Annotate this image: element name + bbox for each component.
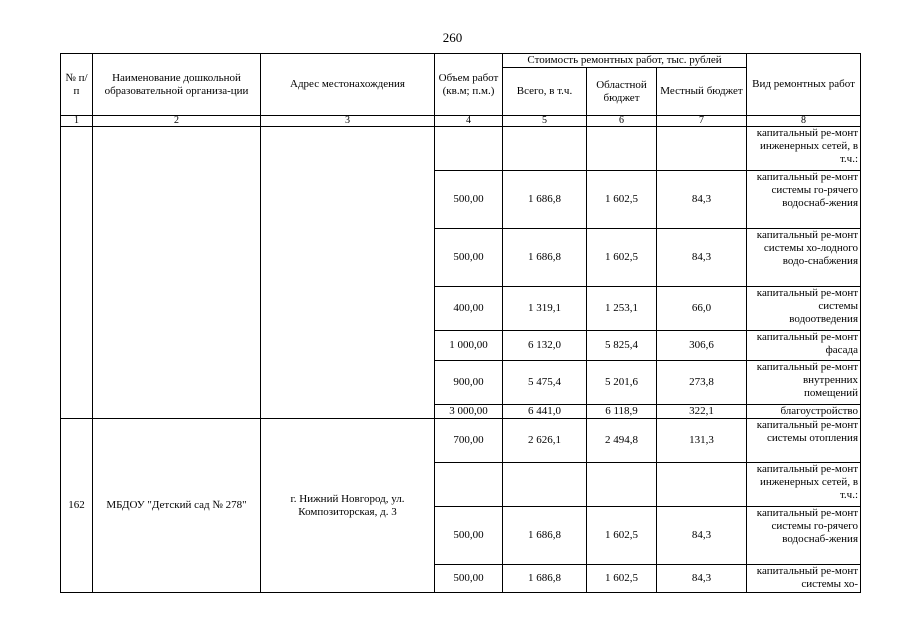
page-number: 260: [442, 30, 463, 45]
continued-address-cell: [261, 127, 435, 419]
total-cell: 1 319,1: [503, 287, 587, 331]
regional-cell: 5 825,4: [587, 331, 657, 361]
total-cell: 1 686,8: [503, 229, 587, 287]
total-cell: 6 441,0: [503, 405, 587, 419]
header-address: Адрес местонахождения: [261, 54, 435, 116]
table-row: [61, 419, 861, 463]
kind-cell: капитальный ре-монт внутренних помещений: [747, 361, 861, 405]
kind-cell: капитальный ре-монт фасада: [747, 331, 861, 361]
regional-cell: 6 118,9: [587, 405, 657, 419]
kind-cell: капитальный ре-монт системы отопления: [747, 419, 861, 463]
regional-cell: 1 602,5: [587, 229, 657, 287]
total-cell: 2 626,1: [503, 419, 587, 463]
kind-cell: капитальный ре-монт системы го-рячего водоснаб-жения: [747, 507, 861, 565]
kind-cell: благоустройство: [747, 405, 861, 419]
local-cell: 131,3: [657, 419, 747, 463]
kind-cell: капитальный ре-монт системы водоотведения: [747, 287, 861, 331]
org-name: МБДОУ "Детский сад № 278": [93, 419, 261, 593]
kind-cell: капитальный ре-монт системы хо-: [747, 565, 861, 593]
regional-cell: [587, 463, 657, 507]
regional-cell: 5 201,6: [587, 361, 657, 405]
local-cell: 66,0: [657, 287, 747, 331]
header-local: Местный бюджет: [657, 68, 747, 116]
repair-table: [60, 53, 861, 593]
header-kind: Вид ремонтных работ: [747, 54, 861, 116]
kind-cell: капитальный ре-монт инженерных сетей, в т.ч.:: [747, 127, 861, 171]
volume-cell: 900,00: [435, 361, 503, 405]
local-cell: 306,6: [657, 331, 747, 361]
total-cell: 5 475,4: [503, 361, 587, 405]
volume-cell: 500,00: [435, 229, 503, 287]
regional-cell: 1 602,5: [587, 507, 657, 565]
kind-cell: капитальный ре-монт инженерных сетей, в т.ч.:: [747, 463, 861, 507]
total-cell: 1 686,8: [503, 507, 587, 565]
local-cell: 84,3: [657, 507, 747, 565]
header-cost-group: Стоимость ремонтных работ, тыс. рублей: [503, 54, 747, 68]
column-number: 7: [657, 116, 747, 127]
column-number: 1: [61, 116, 93, 127]
regional-cell: 1 602,5: [587, 565, 657, 593]
local-cell: 84,3: [657, 171, 747, 229]
header-no: № п/п: [61, 54, 93, 116]
header-total: Всего, в т.ч.: [503, 68, 587, 116]
kind-cell: капитальный ре-монт системы хо-лодного водо-снабжения: [747, 229, 861, 287]
table-row: [61, 127, 861, 171]
column-number: 5: [503, 116, 587, 127]
volume-cell: 400,00: [435, 287, 503, 331]
local-cell: [657, 127, 747, 171]
regional-cell: 2 494,8: [587, 419, 657, 463]
total-cell: 6 132,0: [503, 331, 587, 361]
regional-cell: [587, 127, 657, 171]
column-number: 4: [435, 116, 503, 127]
local-cell: 273,8: [657, 361, 747, 405]
local-cell: 84,3: [657, 229, 747, 287]
volume-cell: [435, 127, 503, 171]
volume-cell: 3 000,00: [435, 405, 503, 419]
volume-cell: 500,00: [435, 507, 503, 565]
kind-cell: капитальный ре-монт системы го-рячего водоснаб-жения: [747, 171, 861, 229]
local-cell: 322,1: [657, 405, 747, 419]
column-number: 6: [587, 116, 657, 127]
column-number: 8: [747, 116, 861, 127]
column-number-row: [61, 116, 861, 127]
volume-cell: 700,00: [435, 419, 503, 463]
volume-cell: 500,00: [435, 171, 503, 229]
continued-name-cell: [93, 127, 261, 419]
regional-cell: 1 602,5: [587, 171, 657, 229]
column-number: 2: [93, 116, 261, 127]
volume-cell: 1 000,00: [435, 331, 503, 361]
org-number: 162: [61, 419, 93, 593]
org-address: г. Нижний Новгород, ул. Композиторская, д. 3: [261, 419, 435, 593]
total-cell: 1 686,8: [503, 171, 587, 229]
regional-cell: 1 253,1: [587, 287, 657, 331]
local-cell: [657, 463, 747, 507]
total-cell: [503, 463, 587, 507]
header-volume: Объем работ (кв.м; п.м.): [435, 54, 503, 116]
column-number: 3: [261, 116, 435, 127]
header-regional: Областной бюджет: [587, 68, 657, 116]
volume-cell: [435, 463, 503, 507]
continued-no-cell: [61, 127, 93, 419]
header-name: Наименование дошкольной образовательной организа-ции: [93, 54, 261, 116]
local-cell: 84,3: [657, 565, 747, 593]
volume-cell: 500,00: [435, 565, 503, 593]
total-cell: [503, 127, 587, 171]
total-cell: 1 686,8: [503, 565, 587, 593]
